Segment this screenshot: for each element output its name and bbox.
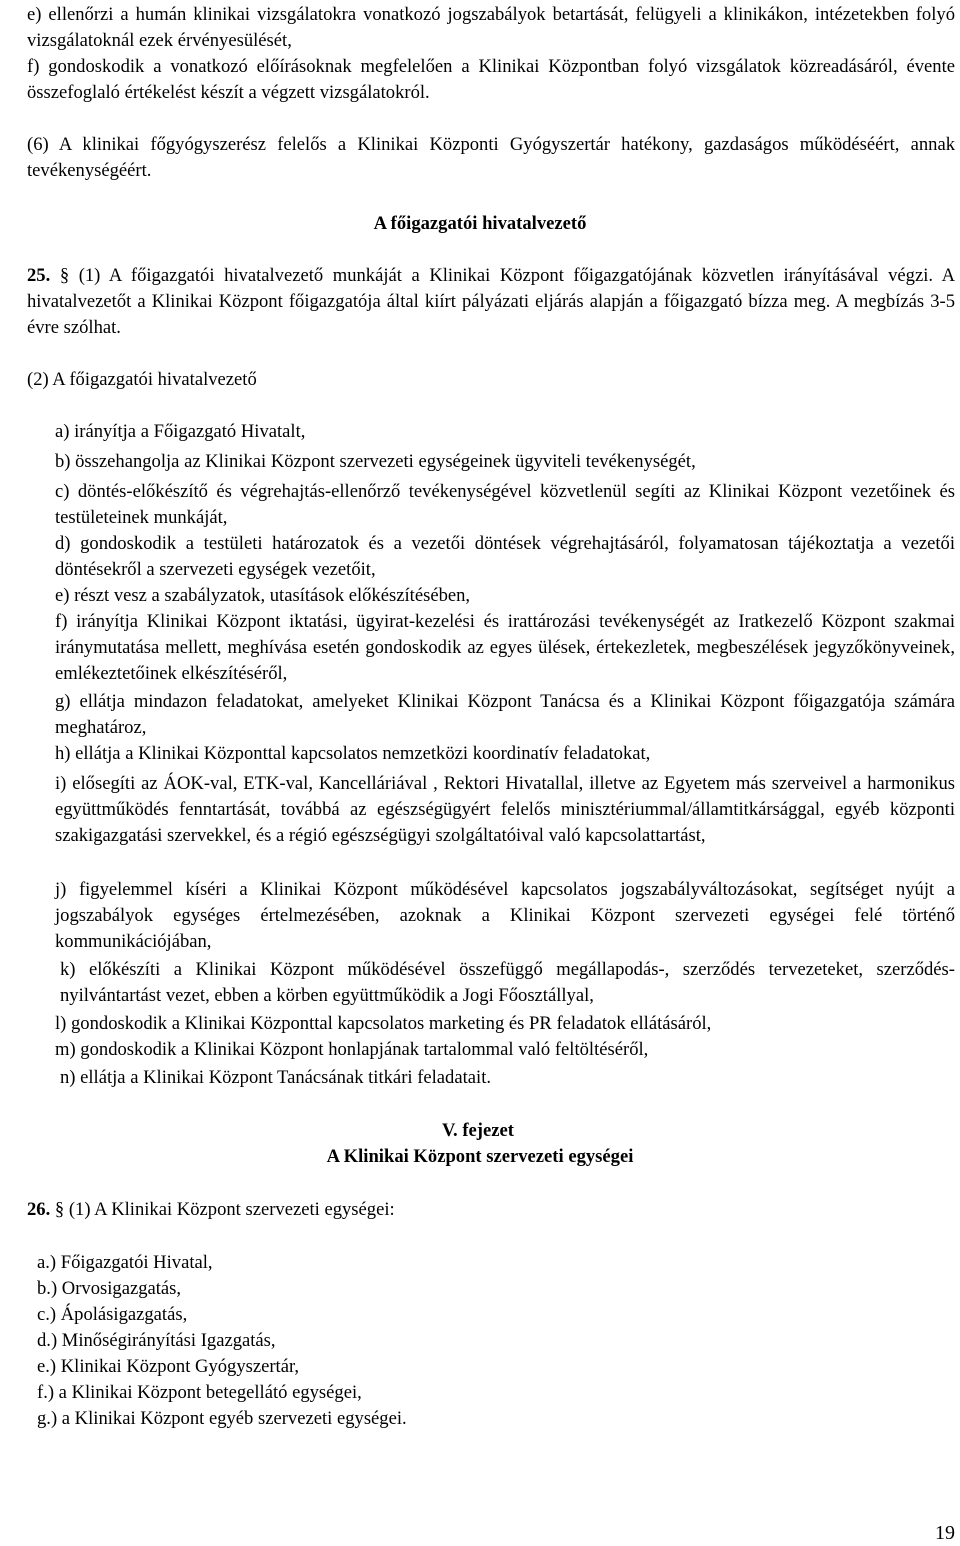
unit-item-b: b.) Orvosigazgatás, (37, 1278, 182, 1299)
paragraph-6: (6) A klinikai főgyógyszerész felelős a Klinikai Központi Gyógyszertár hatékony, gazdaságos működéséért, annak tevékenységéért. (27, 134, 955, 181)
list-item-e: e) részt vesz a szabályzatok, utasítások előkészítésében, (55, 585, 471, 606)
unit-item-a: a.) Főigazgatói Hivatal, (37, 1252, 213, 1273)
unit-item-e: e.) Klinikai Központ Gyógyszertár, (37, 1356, 300, 1377)
unit-item-d: d.) Minőségirányítási Igazgatás, (37, 1330, 276, 1351)
list-item-k: k) előkészíti a Klinikai Központ működésével összefüggő megállapodás-, szerződés tervezeteket, szerződés-nyilvántartást vezet, ebben a körben együttműködik a Jogi Főosztállyal, (60, 959, 955, 1006)
paragraph-f: f) gondoskodik a vonatkozó előírásoknak megfelelően a Klinikai Központban folyó vizsgálatok közreadásáról, évente összefoglaló értékelést készít a végzett vizsgálatokról. (27, 56, 955, 103)
section-26-paragraph-1 (27, 1197, 955, 1223)
section-number: 26. (27, 1199, 51, 1220)
section-25-paragraph-1 (27, 263, 955, 341)
list-item-c: c) döntés-előkészítő és végrehajtás-ellenőrző tevékenységével közvetlenül segíti az Klinikai Központ vezetőinek és testületeinek munkáját, (55, 481, 955, 528)
list-item-b: b) összehangolja az Klinikai Központ szervezeti egységeinek ügyviteli tevékenységét, (55, 451, 696, 472)
section-heading: A főigazgatói hivatalvezető (373, 213, 587, 234)
section-number: 25. (27, 265, 51, 286)
page-number: 19 (935, 1522, 955, 1544)
section-25-text: § (1) A főigazgatói hivatalvezető munkáját a Klinikai Központ főigazgatójának közvetlen irányításával végzi. A hivatalvezetőt a Klinikai Központ főigazgatója által kiírt pályázati eljárás alapján a főigazgató bízza meg. A megbízás 3-5 évre szólhat. (27, 265, 955, 338)
list-item-i: i) elősegíti az ÁOK-val, ETK-val, Kancelláriával , Rektori Hivatallal, illetve az Egyetem más szerveivel a harmonikus együttműködés fenntartását, továbbá az egészségügyért felelős minisztériummal/államtitkársággal, egyéb központi szakigazgatási szervekkel, és a régió egészségügyi szolgáltatóival való kapcsolattartást, (55, 773, 955, 846)
list-item-j: j) figyelemmel kíséri a Klinikai Központ működésével kapcsolatos jogszabályváltozásokat, segítséget nyújt a jogszabályok egységes értelmezésében, azoknak a Klinikai Központ szervezeti egységei felé történő kommunikációjában, (55, 879, 955, 952)
list-item-f: f) irányítja Klinikai Központ iktatási, ügyirat-kezelési és irattározási tevékenységét az Iratkezelő Központ szakmai iránymutatása mellett, meghívása esetén gondoskodik az egyes ülések, értekezletek, megbeszélések jegyzőkönyveinek, emlékeztetőinek elkészítéséről, (55, 611, 955, 684)
list-item-a: a) irányítja a Főigazgató Hivatalt, (55, 421, 306, 442)
list-item-g: g) ellátja mindazon feladatokat, amelyeket Klinikai Központ Tanácsa és a Klinikai Központ főigazgatója számára meghatároz, (55, 691, 955, 738)
list-item-h: h) ellátja a Klinikai Központtal kapcsolatos nemzetközi koordinatív feladatokat, (55, 743, 651, 764)
list-item-d: d) gondoskodik a testületi határozatok és a vezetői döntések végrehajtásáról, folyamatosan tájékoztatja a vezetői döntésekről a szervezeti egységek vezetőit, (55, 533, 955, 580)
list-item-n: n) ellátja a Klinikai Központ Tanácsának titkári feladatait. (60, 1067, 492, 1088)
list-item-l: l) gondoskodik a Klinikai Központtal kapcsolatos marketing és PR feladatok ellátásáról, (55, 1013, 712, 1034)
section-26-text: § (1) A Klinikai Központ szervezeti egységei: (54, 1199, 395, 1220)
chapter-number: V. fejezet (442, 1120, 514, 1141)
unit-item-f: f.) a Klinikai Központ betegellátó egységei, (37, 1382, 362, 1403)
paragraph-e: e) ellenőrzi a humán klinikai vizsgálatokra vonatkozó jogszabályok betartását, felügyeli a klinikákon, intézetekben folyó vizsgálatoknál ezek érvényesülését, (27, 4, 955, 51)
unit-item-c: c.) Ápolásigazgatás, (37, 1304, 188, 1325)
chapter-title: A Klinikai Központ szervezeti egységei (326, 1146, 634, 1167)
organizational-units-list (37, 1250, 407, 1432)
section-25-paragraph-2-intro: (2) A főigazgatói hivatalvezető (27, 369, 257, 390)
list-item-m: m) gondoskodik a Klinikai Központ honlapjának tartalommal való feltöltéséről, (55, 1039, 649, 1060)
unit-item-g: g.) a Klinikai Központ egyéb szervezeti egységei. (37, 1408, 407, 1429)
